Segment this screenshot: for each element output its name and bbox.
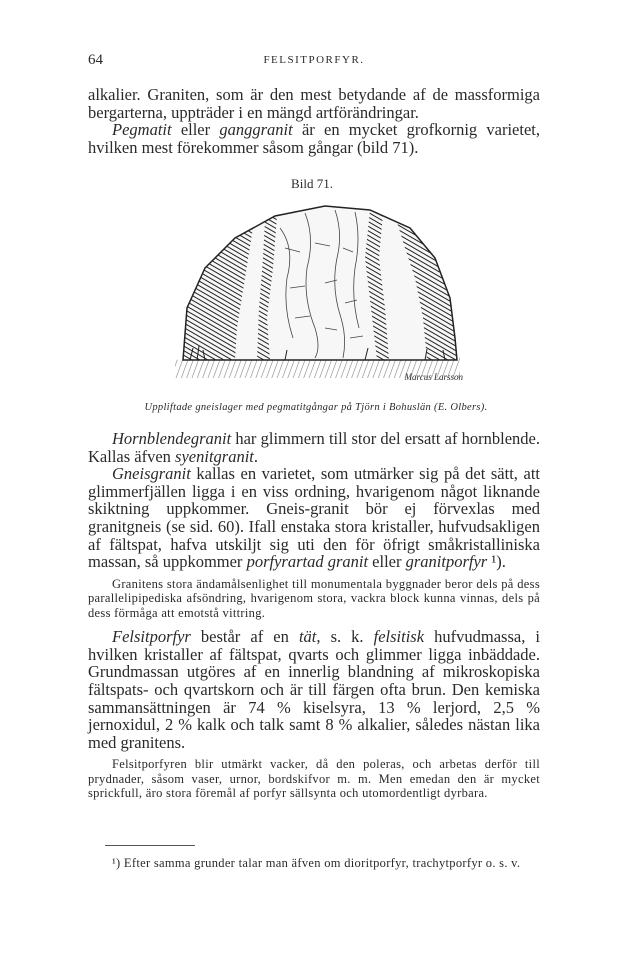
term-granitporfyr: granitporfyr [405,552,488,572]
paragraph-pegmatit-text: är en mycket grofkornig varietet, hvilken mest förekommer såsom gångar (bild 71). [88,120,540,157]
figure-rock-illustration [165,188,465,393]
text-eller-2: eller [368,552,406,572]
footnote [88,856,540,871]
text-a: består af en [190,627,299,647]
note-felsitporfyr: Felsitporfyren blir utmärkt vacker, då den poleras, och arbetas derför till prydnader, såsom vaser, urnor, bordskifvor m. m. Men emedan den är mycket sprickfull, äro stora föremål af porfyr sällsynta och utomordentligt dyrbara. [88,757,540,801]
text-eller: eller [171,120,220,140]
figure-caption: Uppliftade gneislager med pegmatitgångar på Tjörn i Bohuslän (E. Olbers). [144,402,488,413]
footnote-text: ¹) Efter samma grunder talar man äfven om dioritporfyr, trachytporfyr o. s. v. [112,856,521,870]
term-gneisgranit: Gneisgranit [112,464,191,484]
term-pegmatit: Pegmatit [112,120,172,140]
artist-signature: Marcus Larsson [404,372,463,382]
term-hornblendegranit: Hornblendegranit [112,429,232,448]
term-felsitisk: felsitisk [373,627,425,647]
paragraph-granite-intro: alkalier. Graniten, som är den mest betydande af de massformiga bergarterna, uppträder i en mängd artförändringar. [88,85,540,122]
note-granite-monuments: Granitens stora ändamålsenlighet till monumentala byggnader beror dels på dess parallelipipediska afsöndring, hvarigenom stora, vackra block kunna vinnas, dels på dess förmåga att emotstå vittring. [88,576,540,620]
paragraph-pegmatit [88,121,540,156]
paragraph-felsitporfyr [88,628,540,751]
paragraph-felsitporfyr-text: hufvudmassa, i hvilken kristaller af fältspat, qvarts och glimmer ligga inbäddade. Grundmassan utgöres af en innerlig blandning af mikroskopiska fältspats- och qvartskorn och är till färgen ofta brun. Den kemiska sammansättningen är 74 % kiselsyra, 13 % lerjord, 2,5 % jernoxidul, 2 % kalk och talk samt 8 % alkalier, således nästan lika med granitens. [88,627,540,752]
figure-title: Bild 71. [291,176,333,191]
intro-paragraphs [88,86,540,156]
page-number: 64 [88,52,103,68]
running-title: FELSITPORFYR. [263,54,365,66]
paragraph-hornblendegranit-text: har glimmern till stor del ersatt af hornblende. Kallas äfven [88,429,540,466]
term-tat: tät [298,627,317,647]
page-header [88,52,540,72]
footnote-divider [105,845,195,846]
rock-engraving [165,188,465,388]
footnote-ref: ¹). [487,552,506,572]
paragraph-hornblendegranit [88,430,540,465]
paragraph-gneisgranit [88,465,540,571]
term-syenitgranit: syenitgranit [175,446,254,466]
body-paragraphs [88,430,540,801]
text-b: , s. k. [316,627,374,647]
term-felsitporfyr: Felsitporfyr [112,627,191,647]
term-ganggranit: ganggranit [219,120,293,140]
paragraph-gneisgranit-text: kallas en varietet, som utmärker sig på det sätt, att glimmerfjällen ligga i en viss ordning, hvarigenom något liknande skiktning uppkommer. Gneis-granit bör ej förvexlas med granitgneis (se sid. 60). Ifall enstaka stora kristaller, hufvudsakligen af fältspat, hafva utskiljt sig uti den för öfrigt småkristalliniska massan, så uppkommer [88,464,540,572]
text-period: . [253,446,258,466]
term-porfyrartad-granit: porfyrartad granit [246,552,369,572]
